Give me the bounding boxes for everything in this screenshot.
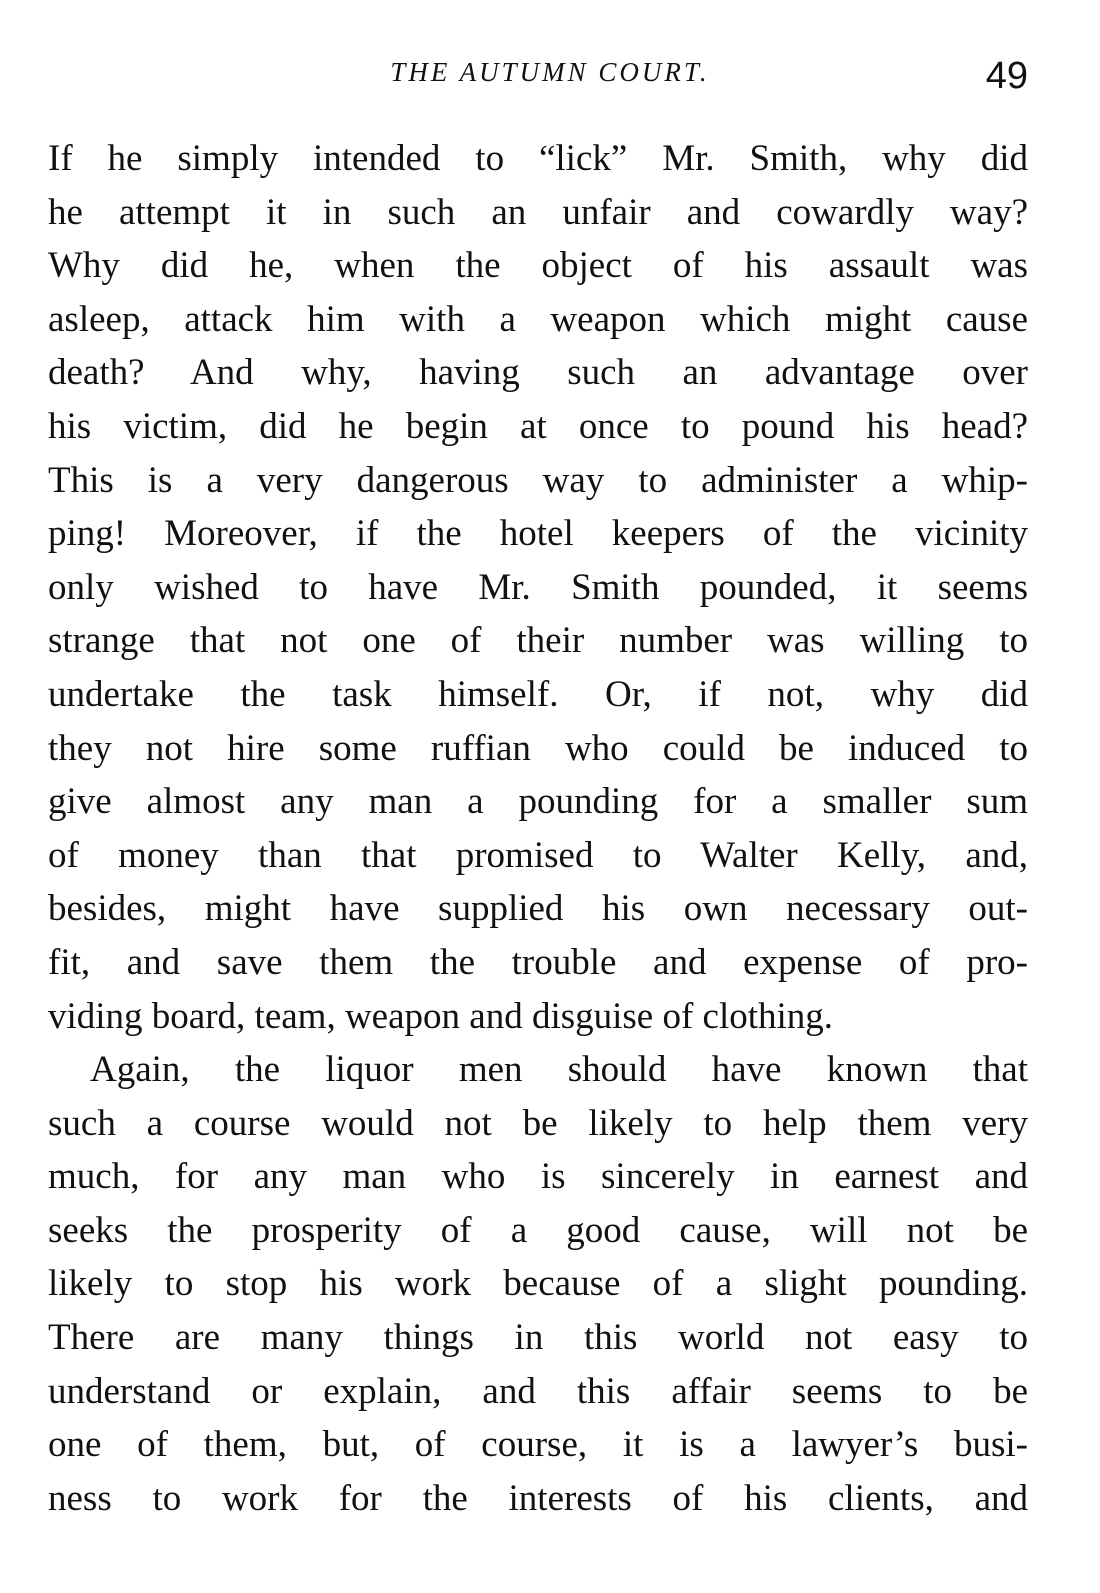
text-line: they not hire some ruffian who could be induced to (48, 727, 1028, 769)
text-line: seeks the prosperity of a good cause, will not be (48, 1209, 1028, 1251)
text-line: likely to stop his work because of a slight pounding. (48, 1263, 1028, 1305)
paragraph (48, 132, 1028, 1043)
text-line: one of them, but, of course, it is a lawyer’s busi- (48, 1424, 1028, 1466)
body-text (48, 132, 1028, 1525)
text-line: much, for any man who is sincerely in earnest and (48, 1156, 1028, 1198)
text-line: viding board, team, weapon and disguise of clothing. (48, 995, 834, 1037)
text-line: If he simply intended to “lick” Mr. Smith, why did (48, 138, 1028, 179)
text-line: ness to work for the interests of his clients, and (48, 1477, 1028, 1519)
text-line: asleep, attack him with a weapon which might cause (48, 298, 1028, 340)
paragraph (48, 1043, 1028, 1525)
text-line: besides, might have supplied his own necessary out- (48, 888, 1028, 930)
text-line: fit, and save them the trouble and expense of pro- (48, 941, 1028, 983)
text-line: Why did he, when the object of his assault was (48, 245, 1028, 287)
text-line: There are many things in this world not easy to (48, 1317, 1028, 1359)
text-line: only wished to have Mr. Smith pounded, it seems (48, 566, 1028, 608)
page-number: 49 (985, 55, 1028, 97)
text-line: undertake the task himself. Or, if not, why did (48, 673, 1028, 715)
text-line: give almost any man a pounding for a smaller sum (48, 781, 1028, 823)
text-line: strange that not one of their number was willing to (48, 620, 1028, 662)
text-line: ping! Moreover, if the hotel keepers of the vicinity (48, 513, 1028, 555)
text-line: of money than that promised to Walter Kelly, and, (48, 834, 1028, 876)
text-line: his victim, did he begin at once to pound his head? (48, 405, 1028, 447)
text-line: This is a very dangerous way to administer a whip- (48, 459, 1028, 501)
text-line: such a course would not be likely to help them very (48, 1102, 1028, 1144)
text-line: he attempt it in such an unfair and cowardly way? (48, 191, 1028, 233)
running-title: THE AUTUMN COURT. (390, 57, 710, 87)
text-line: Again, the liquor men should have known that (90, 1049, 1028, 1091)
text-line: death? And why, having such an advantage over (48, 352, 1028, 394)
text-line: understand or explain, and this affair seems to be (48, 1370, 1028, 1412)
